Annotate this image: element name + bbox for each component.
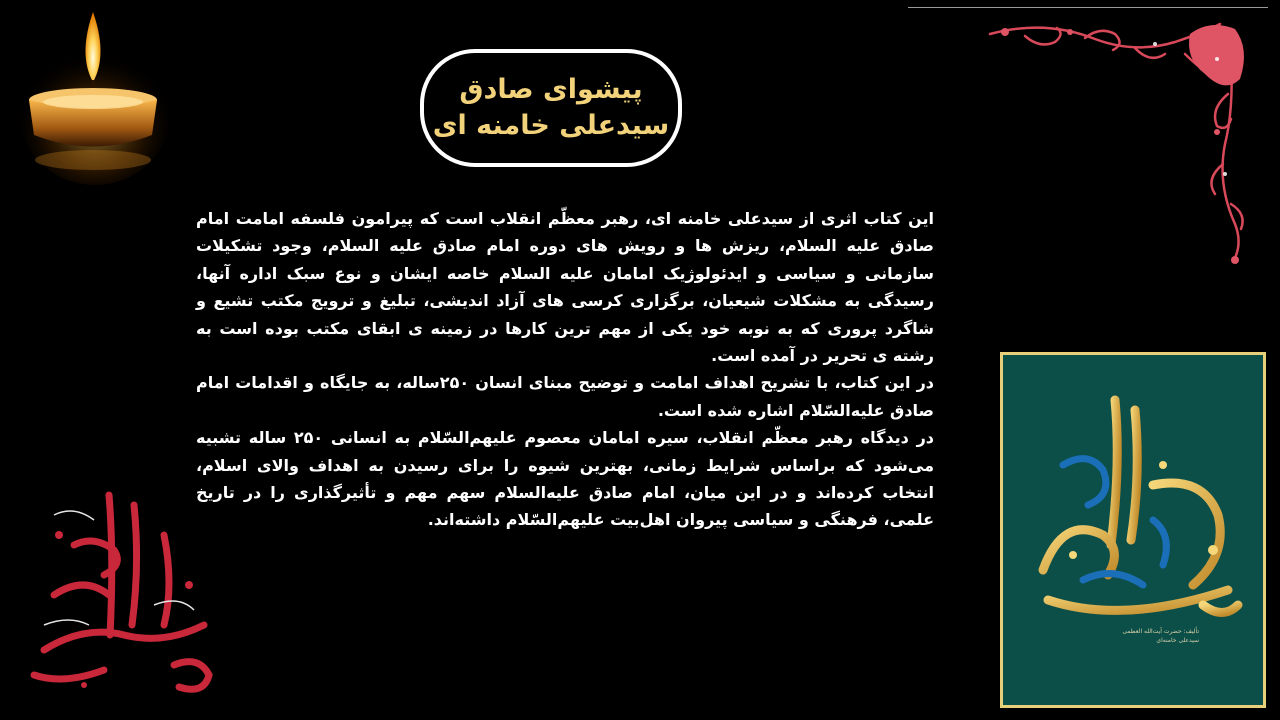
body-paragraph-3: در دیدگاه رهبر معظّم انقلاب، سیره امامان معصوم علیهم‌السّلام به انسانی ۲۵۰ ساله تشبیه می‌شود که براساس شرایط زمانی، بهترین شیوه را برای رسیدن به اهداف والای اسلام، انتخاب کرده‌اند و در این میان، امام صادق علیه‌السلام سهم مهم و تأثیرگذاری را در تاریخ علمی، فرهنگی و سیاسی پیروان اهل‌بیت علیهم‌السّلام داشته‌اند.: [196, 428, 934, 530]
top-divider: [908, 7, 1268, 8]
calligraphy-icon: [14, 475, 224, 700]
book-credit-line-1: تألیف: حضرت آیت‌الله العظمی: [1122, 628, 1199, 635]
book-cover: [1000, 352, 1266, 708]
book-credit-line-2: سیدعلی خامنه‌ای: [1156, 637, 1199, 644]
title-line-2: سیدعلی خامنه ای: [432, 110, 670, 141]
candle-icon: [20, 0, 170, 185]
book-credit: [1049, 627, 1199, 645]
body-paragraph-1: این کتاب اثری از سیدعلی خامنه ای، رهبر معظّم انقلاب است که پیرامون فلسفه امامت امام صادق علیه السلام، ریزش ها و رویش های دوره امام صادق علیه السلام، وجود تشکیلات سازمانی و سیاسی و ایدئولوژیک امامان علیه السلام خاصه ایشان و نوع سبک اداره آنها، رسیدگی به مشکلات شیعیان، برگزاری کرسی های آزاد اندیشی، تبلیغ و ترویج مکتب تشیع و شاگرد پروری که به نوبه خود یکی از مهم ترین کارها در زمینه ی ابقای مکتب بوده است به رشته ی تحریر در آمده است.: [196, 209, 934, 366]
title-line-1: پیشوای صادق: [459, 74, 643, 105]
title-box: [420, 49, 682, 167]
body-paragraph-2: در این کتاب، با تشریح اهداف امامت و توضیح مبنای انسان ۲۵۰ساله، به جایگاه و اقدامات امام صادق علیه‌السّلام اشاره شده است.: [196, 373, 934, 420]
floral-ornament-icon: [985, 14, 1255, 266]
book-title-art: [1003, 355, 1263, 705]
body-text: [196, 205, 934, 534]
